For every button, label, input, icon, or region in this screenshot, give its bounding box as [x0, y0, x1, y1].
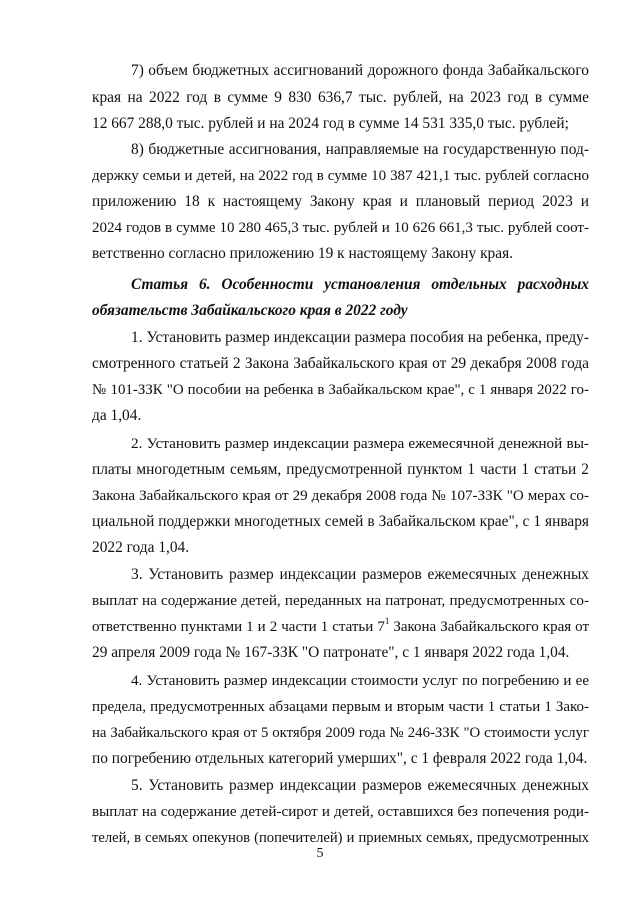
- item3-line-3-text: ответственно пунктами 1 и 2 части 1 статьи 7: [92, 619, 385, 635]
- item2-line-5: 2022 года 1,04.: [92, 539, 190, 556]
- item3-line-4: 29 апреля 2009 года № 167-ЗЗК "О патронате", с 1 января 2022 года 1,04.: [92, 644, 570, 661]
- article-heading-line-2: обязательств Забайкальского края в 2022 году: [92, 302, 408, 319]
- item1-line-2: смотренного статьей 2 Закона Забайкальского края от 29 декабря 2008 года: [92, 355, 589, 372]
- item3-line-3-tail: Закона Забайкальского края от: [389, 619, 590, 635]
- p7-line-2: края на 2022 год в сумме 9 830 636,7 тыс. рублей, на 2023 год в сумме: [92, 89, 589, 106]
- p8-line-4: 2024 годов в сумме 10 280 465,3 тыс. рублей и 10 626 661,3 тыс. рублей соот-: [92, 220, 589, 236]
- item5-line-3: телей, в семьях опекунов (попечителей) и приемных семьях, предусмотренных: [92, 830, 589, 846]
- p7-line-1: 7) объем бюджетных ассигнований дорожного фонда Забайкальского: [131, 62, 589, 79]
- page-number: 5: [316, 846, 324, 861]
- item2-line-3: Закона Забайкальского края от 29 декабря 2008 года № 107-ЗЗК "О мерах со-: [92, 488, 589, 504]
- item2-line-2: платы многодетным семьям, предусмотренной пунктом 1 части 1 статьи 2: [92, 461, 589, 478]
- item2-line-4: циальной поддержки многодетных семей в Забайкальском крае", с 1 января: [92, 513, 589, 530]
- item3-line-1: 3. Установить размер индексации размеров ежемесячных денежных: [131, 566, 589, 583]
- p8-line-5: ветственно согласно приложению 19 к настоящему Закону края.: [92, 245, 513, 262]
- item4-line-4: по погребению отдельных категорий умерших", с 1 февраля 2022 года 1,04.: [92, 750, 588, 767]
- item1-line-4: да 1,04.: [92, 407, 142, 424]
- p8-line-2: держку семьи и детей, на 2022 год в сумме 10 387 421,1 тыс. рублей согласно: [92, 168, 589, 184]
- article-heading-line-1: Статья 6. Особенности установления отдельных расходных: [131, 276, 589, 293]
- item5-line-1: 5. Установить размер индексации размеров ежемесячных денежных: [131, 777, 589, 794]
- item5-line-2: выплат на содержание детей-сирот и детей, оставшихся без попечения роди-: [92, 804, 589, 820]
- item4-line-2: предела, предусмотренных абзацами первым и вторым части 1 статьи 1 Зако-: [92, 699, 589, 715]
- p8-line-3: приложению 18 к настоящему Закону края и плановый период 2023 и: [92, 193, 589, 210]
- item1-line-3: № 101-ЗЗК "О пособии на ребенка в Забайкальском крае", с 1 января 2022 го-: [92, 382, 589, 398]
- item1-line-1: 1. Установить размер индексации размера пособия на ребенка, преду-: [131, 329, 589, 346]
- item4-line-3: на Забайкальского края от 5 октября 2009 года № 246-ЗЗК "О стоимости услуг: [92, 725, 589, 741]
- superscript-one: 1: [384, 616, 390, 626]
- item3-line-2: выплат на содержание детей, переданных на патронат, предусмотренных со-: [92, 593, 589, 609]
- item3-line-3: [92, 617, 589, 637]
- p7-line-3: 12 667 288,0 тыс. рублей и на 2024 год в сумме 14 531 335,0 тыс. рублей;: [92, 115, 569, 132]
- p8-line-1: 8) бюджетные ассигнования, направляемые на государственную под-: [131, 141, 589, 158]
- item4-line-1: 4. Установить размер индексации стоимости услуг по погребению и ее: [131, 673, 589, 689]
- item2-line-1: 2. Установить размер индексации размера ежемесячной денежной вы-: [131, 435, 589, 452]
